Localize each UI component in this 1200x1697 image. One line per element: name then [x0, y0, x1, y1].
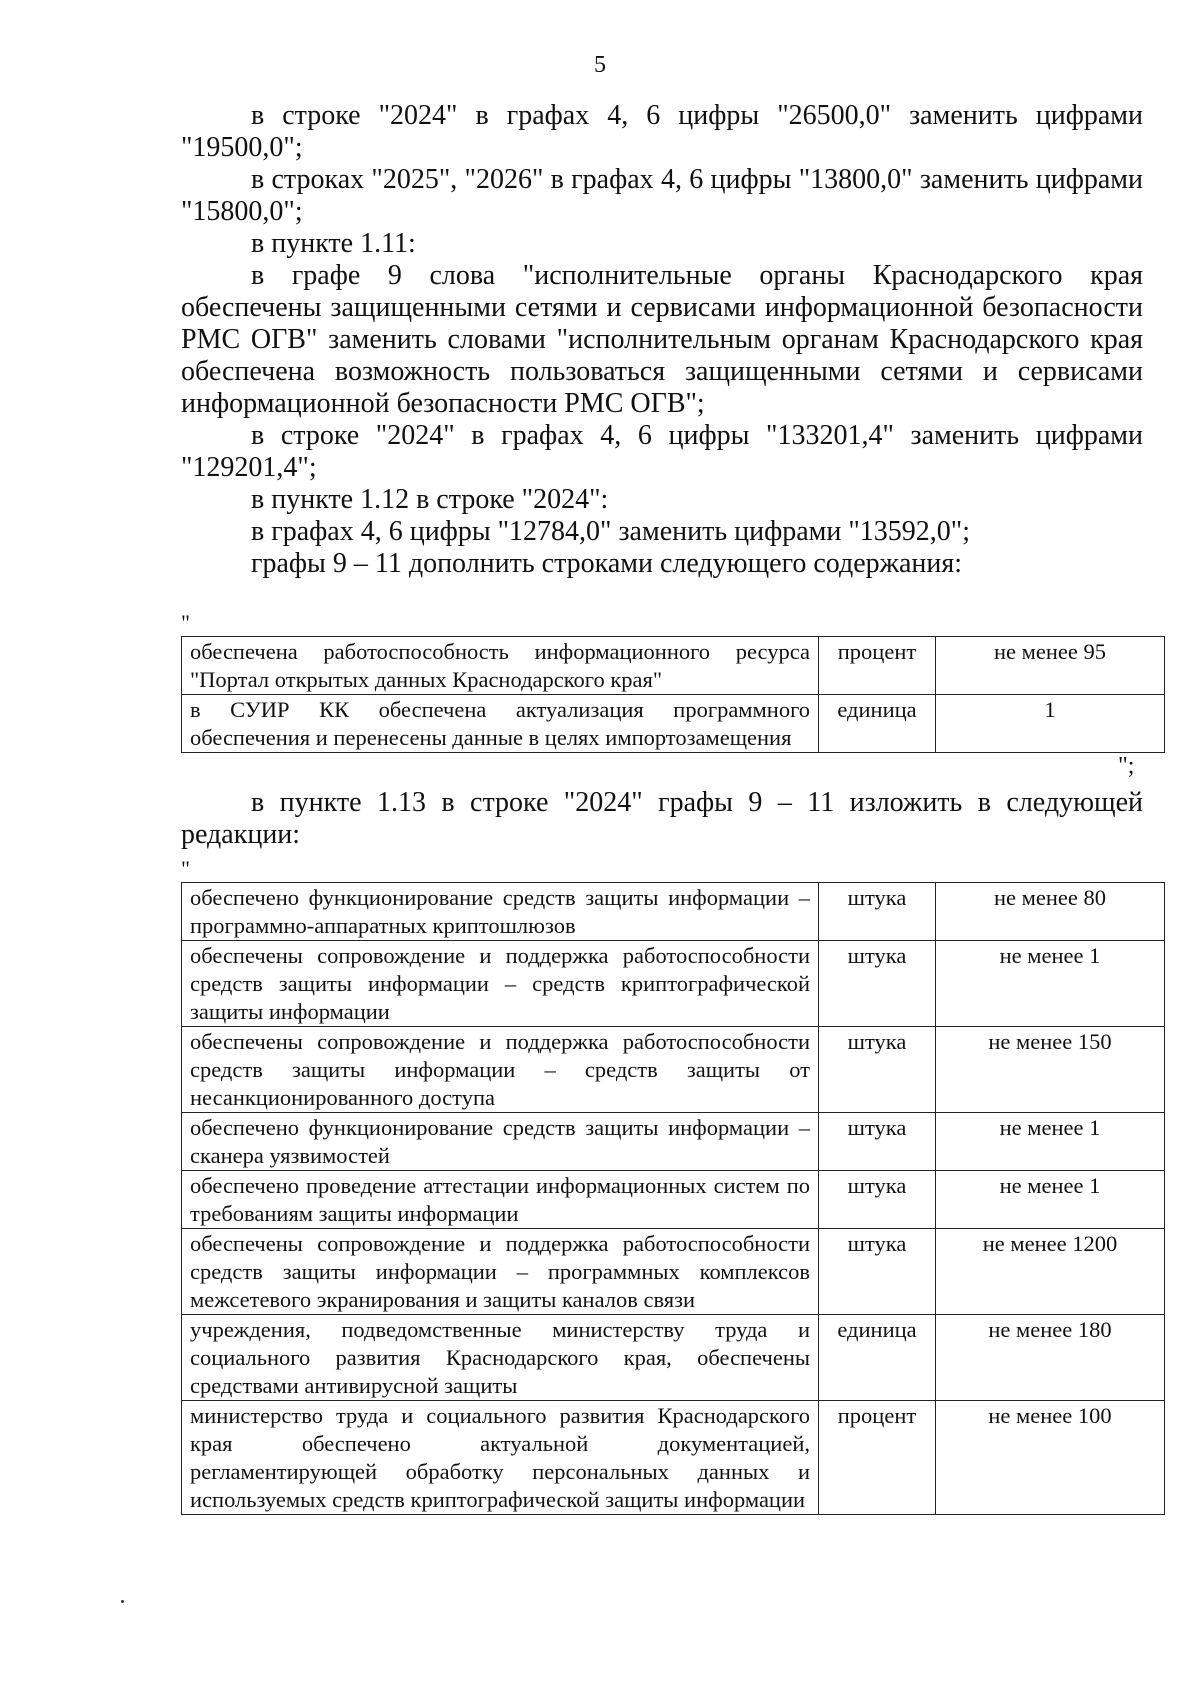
row-description: учреждения, подведомственные министерству труда и социального развития Краснодарского края, обеспечены средствами антивирусной защиты — [182, 1315, 819, 1401]
table-row — [182, 1229, 1165, 1315]
paragraph: в пункте 1.13 в строке "2024" графы 9 – 11 изложить в следующей редакции: — [181, 787, 1143, 850]
table-row — [182, 695, 1165, 753]
table-row — [182, 1401, 1165, 1515]
row-value: 1 — [936, 695, 1165, 753]
table-row — [182, 1315, 1165, 1401]
table-replacement — [181, 882, 1165, 1515]
row-description: обеспечено проведение аттестации информационных систем по требованиям защиты информации — [182, 1171, 819, 1229]
row-unit: штука — [819, 1229, 936, 1315]
table-row — [182, 637, 1165, 695]
row-description: обеспечено функционирование средств защиты информации – сканера уязвимостей — [182, 1113, 819, 1171]
paragraph: в пункте 1.12 в строке "2024": — [251, 484, 609, 515]
paragraph: в строке "2024" в графах 4, 6 цифры "133201,4" заменить цифрами "129201,4"; — [181, 420, 1143, 483]
row-description: обеспечена работоспособность информационного ресурса "Портал открытых данных Краснодарского края" — [182, 637, 819, 695]
row-unit: штука — [819, 1027, 936, 1113]
row-unit: процент — [819, 1401, 936, 1515]
row-value: не менее 1 — [936, 1171, 1165, 1229]
row-unit: единица — [819, 695, 936, 753]
paragraph: в пункте 1.11: — [251, 228, 416, 259]
table-row — [182, 941, 1165, 1027]
paragraph: графы 9 – 11 дополнить строками следующего содержания: — [251, 548, 963, 579]
row-unit: штука — [819, 883, 936, 941]
row-unit: единица — [819, 1315, 936, 1401]
row-unit: процент — [819, 637, 936, 695]
row-description: обеспечены сопровождение и поддержка работоспособности средств защиты информации – средств защиты от несанкционированного доступа — [182, 1027, 819, 1113]
table-additions — [181, 636, 1165, 753]
row-unit: штука — [819, 941, 936, 1027]
top-paragraphs — [181, 100, 1143, 580]
row-value: не менее 95 — [936, 637, 1165, 695]
table-row — [182, 1113, 1165, 1171]
table-row — [182, 883, 1165, 941]
row-value: не менее 100 — [936, 1401, 1165, 1515]
row-description: обеспечены сопровождение и поддержка работоспособности средств защиты информации – средств криптографической защиты информации — [182, 941, 819, 1027]
row-value: не менее 1200 — [936, 1229, 1165, 1315]
closing-quote: "; — [1118, 753, 1135, 779]
table-row — [182, 1027, 1165, 1113]
row-description: министерство труда и социального развития Краснодарского края обеспечено актуальной документацией, регламентирующей обработку персональных данных и используемых средств криптографической защиты информации — [182, 1401, 819, 1515]
row-value: не менее 1 — [936, 941, 1165, 1027]
page-number: 5 — [594, 52, 606, 78]
table-row — [182, 1171, 1165, 1229]
row-description: обеспечены сопровождение и поддержка работоспособности средств защиты информации – программных комплексов межсетевого экранирования и защиты каналов связи — [182, 1229, 819, 1315]
row-value: не менее 180 — [936, 1315, 1165, 1401]
scan-speck — [121, 1600, 124, 1603]
row-value: не менее 150 — [936, 1027, 1165, 1113]
row-unit: штука — [819, 1113, 936, 1171]
mid-paragraph — [181, 787, 1143, 851]
paragraph: в строках "2025", "2026" в графах 4, 6 цифры "13800,0" заменить цифрами "15800,0"; — [181, 164, 1143, 227]
row-description: в СУИР КК обеспечена актуализация программного обеспечения и перенесены данные в целях импортозамещения — [182, 695, 819, 753]
row-value: не менее 80 — [936, 883, 1165, 941]
paragraph: в графе 9 слова "исполнительные органы Краснодарского края обеспечены защищенными сетями и сервисами информационной безопасности РМС ОГВ" заменить словами "исполнительным органам Краснодарского края обеспечена возможность пользоваться защищенными сетями и сервисами информационной безопасности РМС ОГВ"; — [181, 260, 1143, 419]
paragraph: в строке "2024" в графах 4, 6 цифры "26500,0" заменить цифрами "19500,0"; — [181, 100, 1143, 163]
paragraph: в графах 4, 6 цифры "12784,0" заменить цифрами "13592,0"; — [251, 516, 970, 547]
row-description: обеспечено функционирование средств защиты информации – программно-аппаратных криптошлюзов — [182, 883, 819, 941]
row-value: не менее 1 — [936, 1113, 1165, 1171]
opening-quote: " — [181, 856, 190, 881]
opening-quote: " — [181, 610, 190, 635]
row-unit: штука — [819, 1171, 936, 1229]
